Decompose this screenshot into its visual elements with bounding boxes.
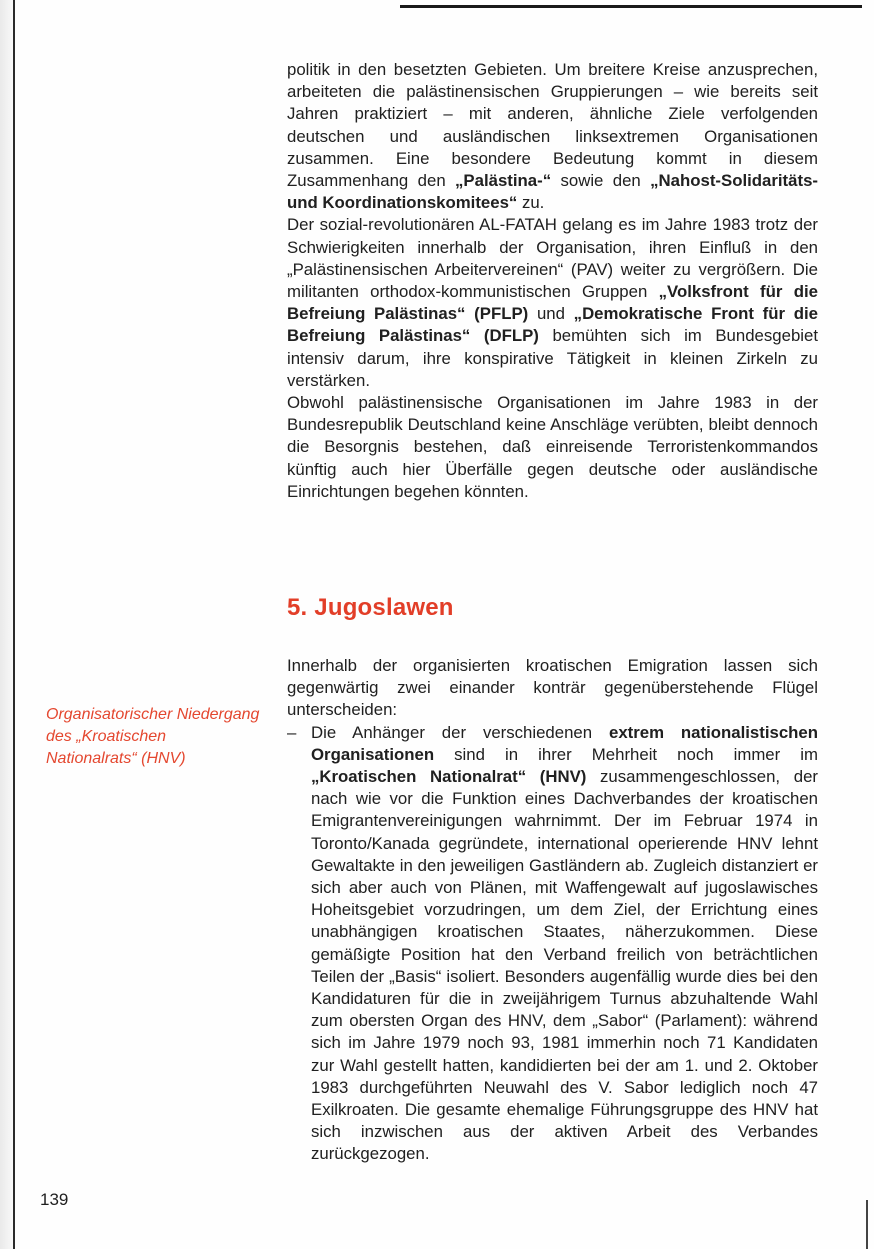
section-heading: 5. Jugoslawen [287,594,454,621]
text-block-yugoslav [287,655,818,1166]
item-bold-2: „Kroatischen Nationalrat“ (HNV) [311,767,587,787]
item-text-c: sind in ihrer Mehrheit noch immer im [434,744,818,764]
paragraph-2-text-d: bemühten sich im Bundesgebiet intensiv darum, ihre konspirative Tätigkeit in kleinen Zirkeln zu verstärken. [287,326,818,390]
item-bold-1: extrem nationalistischen Organisationen [311,722,819,764]
margin-note: Organisatorischer Niedergang des „Kroatischen Nationalrats“ (HNV) [46,706,260,767]
text-block-palestinian [287,59,818,503]
paragraph-1-bold-2: „Nahost-Solidaritäts- und Koordinationskomitees“ [287,171,818,213]
top-rule [400,5,862,8]
item-text-a: Die Anhänger der verschiedenen [311,722,609,742]
paragraph-2 [287,214,818,392]
paragraph-2-bold-1: „Volksfront für die Befreiung Palästinas“ (PFLP) [287,282,818,324]
paragraph-1-text-c: sowie den [551,171,651,191]
page-number: 139 [40,1190,69,1209]
paragraph-1-bold-1: „Palästina-“ [455,171,552,191]
dash-list-item [287,722,818,1166]
paragraph-1 [287,59,818,214]
paragraph-2-text-a: Der sozial-revolutionären AL-FATAH gelang es im Jahre 1983 trotz der Schwierigkeiten innerhalb der Organisation, ihren Einfluß in den „Palästinensischen Arbeitervereinen“ (PAV) weiter zu vergrößern. Die militanten orthodox-kommunistischen Gruppen [287,215,818,302]
page-binding-edge [0,0,14,1249]
paragraph-2-bold-2: „Demokratische Front für die Befreiung Palästinas“ (DFLP) [287,304,819,346]
intro-paragraph: Innerhalb der organisierten kroatischen Emigration lassen sich gegenwärtig zwei einander konträr gegenüberstehende Flügel unterscheiden: [287,656,818,720]
paragraph-3: Obwohl palästinensische Organisationen im Jahre 1983 in der Bundesrepublik Deutschland keine Anschläge verübten, bleibt dennoch die Besorgnis bestehen, daß einreisende Terroristenkommandos künftig auch hier Überfälle gegen deutsche oder ausländische Einrichtungen begehen könnten. [287,393,818,501]
paragraph-2-text-c: und [528,304,574,324]
paragraph-1-text-a: politik in den besetzten Gebieten. Um breitere Kreise anzusprechen, arbeiteten die palästinensischen Gruppierungen – wie bereits seit Jahren praktiziert – mit anderen, ähnliche Ziele verfolgenden deutschen und ausländischen linksextremen Organisationen zusammen. Eine besondere Bedeutung kommt in diesem Zusammenhang den [287,60,818,191]
right-edge-line [866,1200,868,1249]
paragraph-1-text-d: zu. [517,193,545,213]
dash-marker: – [287,722,297,742]
item-text-d: zusammengeschlossen, der nach wie vor die Funktion eines Dachverbandes der kroatischen Emigrantenvereinigungen wahrnimmt. Der im Februar 1974 in Toronto/Kanada gegründete, international operierende HNV lehnt Gewaltakte in den jeweiligen Gastländern ab. Zugleich distanziert er sich aber auch von Plänen, mit Waffengewalt auf jugoslawisches Hoheitsgebiet vorzudringen, um dem Ziel, der Errichtung eines unabhängigen kroatischen Staates, näherzukommen. Diese gemäßigte Position hat den Verband freilich von beträchtlichen Teilen der „Basis“ isoliert. Besonders augenfällig wurde dies bei den Kandidaturen für die in zweijährigem Turnus abzuhaltende Wahl zum obersten Organ des HNV, dem „Sabor“ (Parlament): während sich im Jahre 1979 noch 93, 1981 immerhin noch 71 Kandidaten zur Wahl gestellt hatten, kandidierten bei der am 1. und 2. Oktober 1983 durchgeführten Neuwahl des V. Sabor lediglich noch 47 Exilkroaten. Die gesamte ehemalige Führungsgruppe des HNV hat sich inzwischen aus der aktiven Arbeit des Verbandes zurückgezogen. [311,767,818,1164]
page-edge-line [13,0,15,1249]
